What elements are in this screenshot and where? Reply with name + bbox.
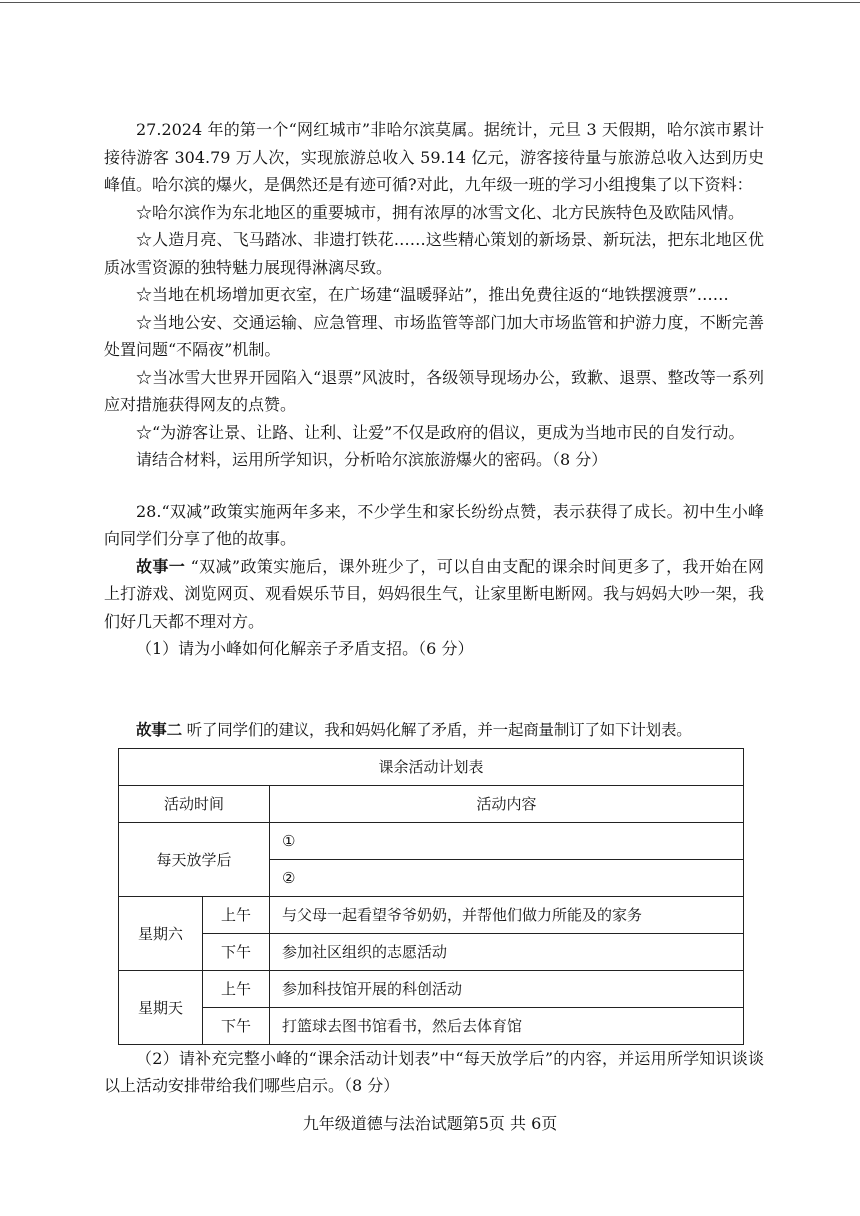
table-title: 课余活动计划表 — [119, 748, 744, 785]
sunday-pm-label: 下午 — [203, 1007, 270, 1044]
daily-item-2: ② — [270, 859, 744, 896]
table-row — [119, 1007, 744, 1044]
q27-intro: 27.2024 年的第一个“网红城市”非哈尔滨莫属。据统计，元旦 3 天假期，哈尔滨市累计接待游客 304.79 万人次，实现旅游总收入 59.14 亿元，游客接待量与旅游总收入达到历史峰值。哈尔滨的爆火，是偶然还是有迹可循?对此，九年级一班的学习小组搜集了以下资料： — [104, 120, 764, 194]
header-activity-content: 活动内容 — [270, 785, 744, 822]
saturday-pm-activity: 参加社区组织的志愿活动 — [270, 933, 744, 970]
story-1-label: 故事一 — [136, 556, 186, 576]
sunday-am-activity: 参加科技馆开展的科创活动 — [270, 970, 744, 1007]
sunday-label: 星期天 — [119, 970, 203, 1044]
q28-intro: 28.“双减”政策实施两年多来，不少学生和家长纷纷点赞，表示获得了成长。初中生小峰向同学们分享了他的故事。 — [104, 501, 764, 548]
table-row — [119, 933, 744, 970]
header-activity-time: 活动时间 — [119, 785, 270, 822]
table-row — [119, 822, 744, 859]
page-footer: 九年级道德与法治试题第5页 共 6页 — [302, 1114, 558, 1133]
daily-after-school-label: 每天放学后 — [119, 822, 270, 896]
q27-material-3: ☆当地在机场增加更衣室，在广场建“温暖驿站”，推出免费往返的“地铁摆渡票”…… — [136, 285, 729, 304]
exam-page-content — [104, 116, 764, 1100]
saturday-pm-label: 下午 — [203, 933, 270, 970]
daily-item-1: ① — [270, 822, 744, 859]
table-header-row — [119, 785, 744, 822]
question-27 — [104, 116, 764, 474]
q27-material-5: ☆当冰雪大世界开园陷入“退票”风波时，各级领导现场办公，致歉、退票、整改等一系列应对措施获得网友的点赞。 — [104, 367, 764, 414]
q28-sub-question-1: （1）请为小峰如何化解亲子矛盾支招。（6 分） — [136, 639, 474, 658]
story-1-text: “双减”政策实施后，课外班少了，可以自由支配的课余时间更多了，我开始在网上打游戏、浏览网页、观看娱乐节目，妈妈很生气，让家里断电断网。我与妈妈大吵一架，我们好几天都不理对方。 — [104, 556, 764, 631]
q28-sub-question-2: （2）请补充完整小峰的“课余活动计划表”中“每天放学后”的内容，并运用所学知识谈谈以上活动安排带给我们哪些启示。（8 分） — [104, 1048, 764, 1095]
table-row — [119, 896, 744, 933]
story-2-text: 听了同学们的建议，我和妈妈化解了矛盾，并一起商量制订了如下计划表。 — [186, 720, 692, 739]
table-title-row — [119, 748, 744, 785]
story-2 — [104, 718, 764, 742]
q27-prompt: 请结合材料，运用所学知识，分析哈尔滨旅游爆火的密码。（8 分） — [136, 450, 608, 469]
page-top-rule — [0, 2, 860, 3]
saturday-am-label: 上午 — [203, 896, 270, 933]
q27-material-2: ☆人造月亮、飞马踏冰、非遗打铁花……这些精心策划的新场景、新玩法，把东北地区优质冰雪资源的独特魅力展现得淋漓尽致。 — [104, 230, 764, 277]
saturday-label: 星期六 — [119, 896, 203, 970]
q27-material-4: ☆当地公安、交通运输、应急管理、市场监管等部门加大市场监管和护游力度，不断完善处置问题“不隔夜”机制。 — [104, 312, 764, 359]
table-row — [119, 970, 744, 1007]
sunday-am-label: 上午 — [203, 970, 270, 1007]
story-2-label: 故事二 — [136, 719, 182, 739]
q27-material-6: ☆“为游客让景、让路、让利、让爱”不仅是政府的倡议，更成为当地市民的自发行动。 — [136, 422, 745, 442]
question-28 — [104, 498, 764, 1100]
activity-plan-table — [118, 748, 744, 1045]
story-1 — [104, 553, 764, 636]
sunday-pm-activity: 打篮球去图书馆看书，然后去体育馆 — [270, 1007, 744, 1044]
q27-material-1: ☆哈尔滨作为东北地区的重要城市，拥有浓厚的冰雪文化、北方民族特色及欧陆风情。 — [136, 202, 745, 222]
saturday-am-activity: 与父母一起看望爷爷奶奶，并帮他们做力所能及的家务 — [270, 896, 744, 933]
